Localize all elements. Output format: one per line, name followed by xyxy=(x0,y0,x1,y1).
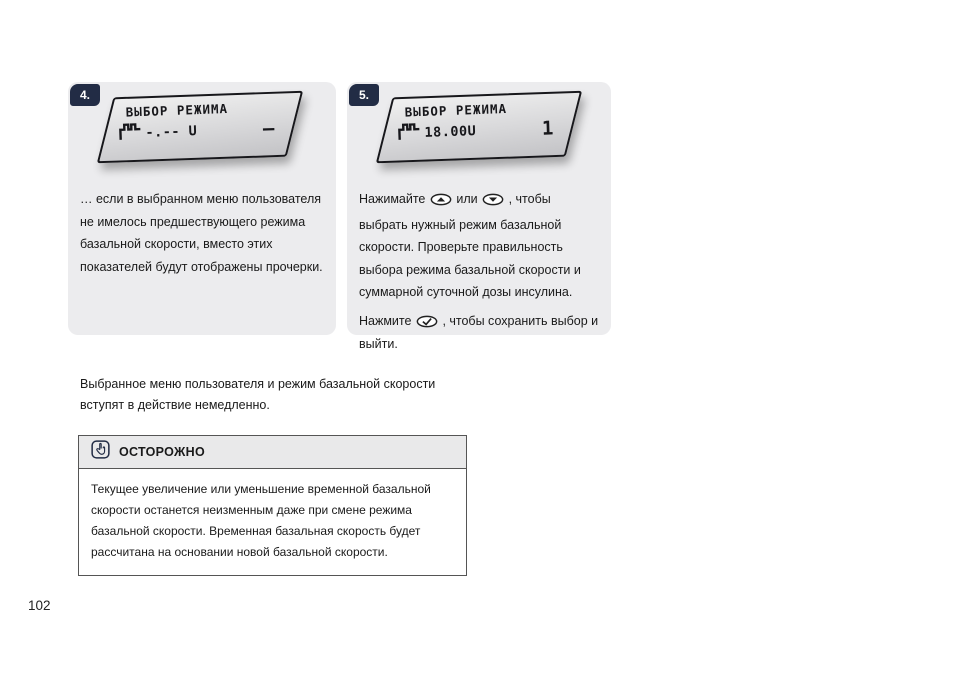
caution-title: ОСТОРОЖНО xyxy=(119,445,205,459)
caution-hand-icon xyxy=(91,440,110,464)
caution-text: Текущее увеличение или уменьшение временной базальной скорости останется неизменным даже при смене режима базальной скорости. Временная базальная скорость будет рассчитана на основании новой базальной скорости. xyxy=(91,482,431,559)
device-screen xyxy=(385,94,573,160)
screen-side-value: – xyxy=(262,117,275,140)
result-paragraph: Выбранное меню пользователя и режим базальной скорости вступят в действие немедленно. xyxy=(80,377,436,412)
device-screen xyxy=(106,94,294,160)
screen-value: -.-- U xyxy=(145,123,198,141)
screen-side-value: 1 xyxy=(541,117,554,140)
ok-button-icon xyxy=(416,317,441,331)
step-card-4 xyxy=(68,82,336,335)
up-arrow-button-icon xyxy=(430,195,455,209)
caution-header xyxy=(79,436,466,469)
screen-value: 18.00U xyxy=(424,123,477,141)
page-number: 102 xyxy=(28,598,51,613)
basal-profile-icon xyxy=(397,123,422,145)
screen-title: ВЫБОР РЕЖИМА xyxy=(125,101,229,120)
step-4-instructions: … если в выбранном меню пользователя не имелось предшествующего режима базальной скорости, вместо этих показателей будут отображены прочерки. xyxy=(80,192,323,274)
down-arrow-button-icon xyxy=(482,195,507,209)
basal-profile-icon xyxy=(118,123,143,145)
step-5-confirm-line: Нажмите , чтобы сохранить выбор и выйти. xyxy=(359,314,599,351)
step-number-badge: 5. xyxy=(349,84,379,106)
caution-box xyxy=(78,435,467,576)
screen-title: ВЫБОР РЕЖИМА xyxy=(404,101,508,120)
step-card-5 xyxy=(347,82,611,351)
step-number-badge: 4. xyxy=(70,84,100,106)
step-5-instructions: Нажимайте или , чтобы выбрать нужный режим базальной скорости. Проверьте правильность выбора режима базальной скорости и суммарной суточной дозы инсулина. xyxy=(359,192,581,299)
